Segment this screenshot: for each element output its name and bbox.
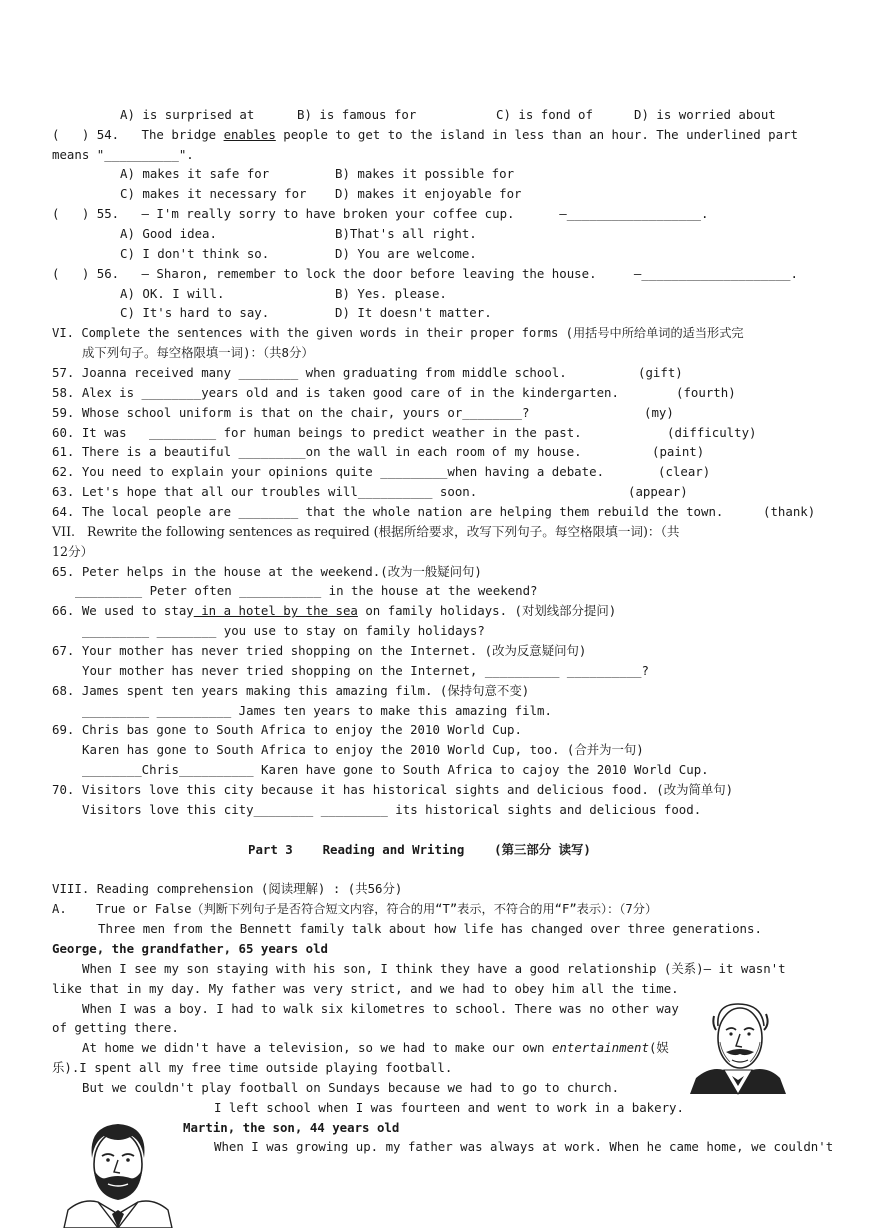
q54-underlined-word: enables bbox=[223, 127, 276, 142]
q54-option-b: B) makes it possible for bbox=[335, 166, 515, 181]
q58-hint: (fourth) bbox=[676, 385, 736, 400]
q56-option-a: A) OK. I will. bbox=[120, 286, 225, 301]
section8-part-a-instruction: A. True or False（判断下列句子是否符合短文内容，符合的用“T”表示，不符合的用“F”表示）：（7分） bbox=[52, 902, 658, 916]
q68-answer-line: _________ __________ James ten years to make this amazing film. bbox=[82, 703, 552, 718]
q66-instruction: 66. We used to stay in a hotel by the sea on family holidays. (对划线部分提问) bbox=[52, 603, 617, 618]
q56-option-b: B) Yes. please. bbox=[335, 286, 447, 301]
section6-heading: VI. Complete the sentences with the given words in their proper forms (用括号中所给单词的适当形式完 bbox=[52, 326, 744, 340]
section6-heading-line2: 成下列句子。每空格限填一词)：（共8分） bbox=[82, 345, 314, 360]
section7-heading: VII. Rewrite the following sentences as required (根据所给要求，改写下列句子。每空格限填一词)：（共 bbox=[52, 524, 680, 539]
q59-sentence: 59. Whose school uniform is that on the chair, yours or________? bbox=[52, 405, 530, 420]
george-para4: But we couldn't play football on Sundays because we had to go to church. bbox=[82, 1080, 620, 1095]
q69-sentence-1: 69. Chris bas gone to South Africa to enjoy the 2010 World Cup. bbox=[52, 722, 522, 737]
q57-hint: (gift) bbox=[638, 365, 683, 380]
q66-answer-line: _________ ________ you use to stay on family holidays? bbox=[82, 623, 485, 638]
q63-hint: (appear) bbox=[628, 484, 688, 499]
italic-word-entertainment: entertainment bbox=[551, 1040, 649, 1055]
q69-answer-line: ________Chris__________ Karen have gone to South Africa to cajoy the 2010 World Cup. bbox=[82, 762, 709, 777]
q53-option-d: D) is worried about bbox=[634, 107, 776, 122]
q55-question: ( ) 55. — I'm really sorry to have broken your coffee cup. —__________________. bbox=[52, 206, 709, 221]
george-para3-line1: At home we didn't have a television, so we had to make our own entertainment(娱 bbox=[82, 1040, 669, 1055]
q54-question: ( ) 54. The bridge enables people to get to the island in less than an hour. The underlined part bbox=[52, 127, 798, 142]
q69-sentence-2: Karen has gone to South Africa to enjoy the 2010 World Cup, too. (合并为一句) bbox=[82, 742, 644, 757]
q67-answer-line: Your mother has never tried shopping on the Internet, __________ __________? bbox=[82, 663, 649, 678]
q55-option-d: D) You are welcome. bbox=[335, 246, 477, 261]
q67-instruction: 67. Your mother has never tried shopping on the Internet. (改为反意疑问句) bbox=[52, 643, 587, 658]
q65-answer-line: _________ Peter often ___________ in the house at the weekend? bbox=[75, 583, 538, 598]
q62-hint: (clear) bbox=[658, 464, 711, 479]
q55-option-a: A) Good idea. bbox=[120, 226, 217, 241]
q60-hint: (difficulty) bbox=[667, 425, 757, 440]
q55-option-c: C) I don't think so. bbox=[120, 246, 270, 261]
q55-option-b: B)That's all right. bbox=[335, 226, 477, 241]
q58-sentence: 58. Alex is ________years old and is taken good care of in the kindergarten. bbox=[52, 385, 619, 400]
q62-sentence: 62. You need to explain your opinions quite _________when having a debate. bbox=[52, 464, 605, 479]
q57-sentence: 57. Joanna received many ________ when graduating from middle school. bbox=[52, 365, 567, 380]
q61-hint: (paint) bbox=[652, 444, 705, 459]
q54-question-line2: means "__________". bbox=[52, 147, 194, 162]
george-para1-line1: When I see my son staying with his son, I think they have a good relationship (关系)— it wasn't bbox=[82, 961, 786, 976]
q65-instruction: 65. Peter helps in the house at the weekend.(改为一般疑问句) bbox=[52, 564, 482, 579]
q56-option-d: D) It doesn't matter. bbox=[335, 305, 492, 320]
q63-sentence: 63. Let's hope that all our troubles will__________ soon. bbox=[52, 484, 478, 499]
q60-sentence: 60. It was _________ for human beings to predict weather in the past. bbox=[52, 425, 582, 440]
section8-heading: VIII. Reading comprehension (阅读理解) : (共56分) bbox=[52, 881, 403, 896]
q70-answer-line: Visitors love this city________ _________ its historical sights and delicious food. bbox=[82, 802, 702, 817]
q53-option-a: A) is surprised at bbox=[120, 107, 255, 122]
reading-intro: Three men from the Bennett family talk about how life has changed over three generations. bbox=[98, 921, 762, 936]
grandfather-portrait-illustration bbox=[686, 994, 790, 1096]
george-heading: George, the grandfather, 65 years old bbox=[52, 941, 329, 956]
martin-para1: When I was growing up. my father was always at work. When he came home, we couldn't bbox=[214, 1139, 834, 1154]
george-para2-line2: of getting there. bbox=[52, 1020, 179, 1035]
q53-option-b: B) is famous for bbox=[297, 107, 417, 122]
q70-instruction: 70. Visitors love this city because it has historical sights and delicious food. (改为简单句) bbox=[52, 782, 734, 797]
george-para1-line2: like that in my day. My father was very strict, and we had to obey him all the time. bbox=[52, 981, 679, 996]
q54-option-d: D) makes it enjoyable for bbox=[335, 186, 522, 201]
son-portrait-illustration bbox=[62, 1118, 174, 1228]
q54-option-c: C) makes it necessary for bbox=[120, 186, 307, 201]
q61-sentence: 61. There is a beautiful _________on the wall in each room of my house. bbox=[52, 444, 582, 459]
q64-hint: (thank) bbox=[763, 504, 816, 519]
martin-heading: Martin, the son, 44 years old bbox=[183, 1120, 400, 1135]
george-para5: I left school when I was fourteen and went to work in a bakery. bbox=[214, 1100, 684, 1115]
q54-option-a: A) makes it safe for bbox=[120, 166, 270, 181]
q68-instruction: 68. James spent ten years making this amazing film. (保持句意不变) bbox=[52, 683, 530, 698]
q56-question: ( ) 56. — Sharon, remember to lock the door before leaving the house. —____________________. bbox=[52, 266, 798, 281]
q59-hint: (my) bbox=[644, 405, 674, 420]
part3-title: Part 3 Reading and Writing (第三部分 读写) bbox=[248, 842, 591, 857]
q66-underlined-phrase: in a hotel by the sea bbox=[193, 603, 358, 618]
q53-option-c: C) is fond of bbox=[496, 107, 593, 122]
george-para2-line1: When I was a boy. I had to walk six kilometres to school. There was no other way bbox=[82, 1001, 679, 1016]
q56-option-c: C) It's hard to say. bbox=[120, 305, 270, 320]
george-para3-line2: 乐).I spent all my free time outside playing football. bbox=[52, 1060, 453, 1075]
section7-heading-line2: 12分） bbox=[52, 544, 94, 559]
q64-sentence: 64. The local people are ________ that the whole nation are helping them rebuild the town. bbox=[52, 504, 724, 519]
